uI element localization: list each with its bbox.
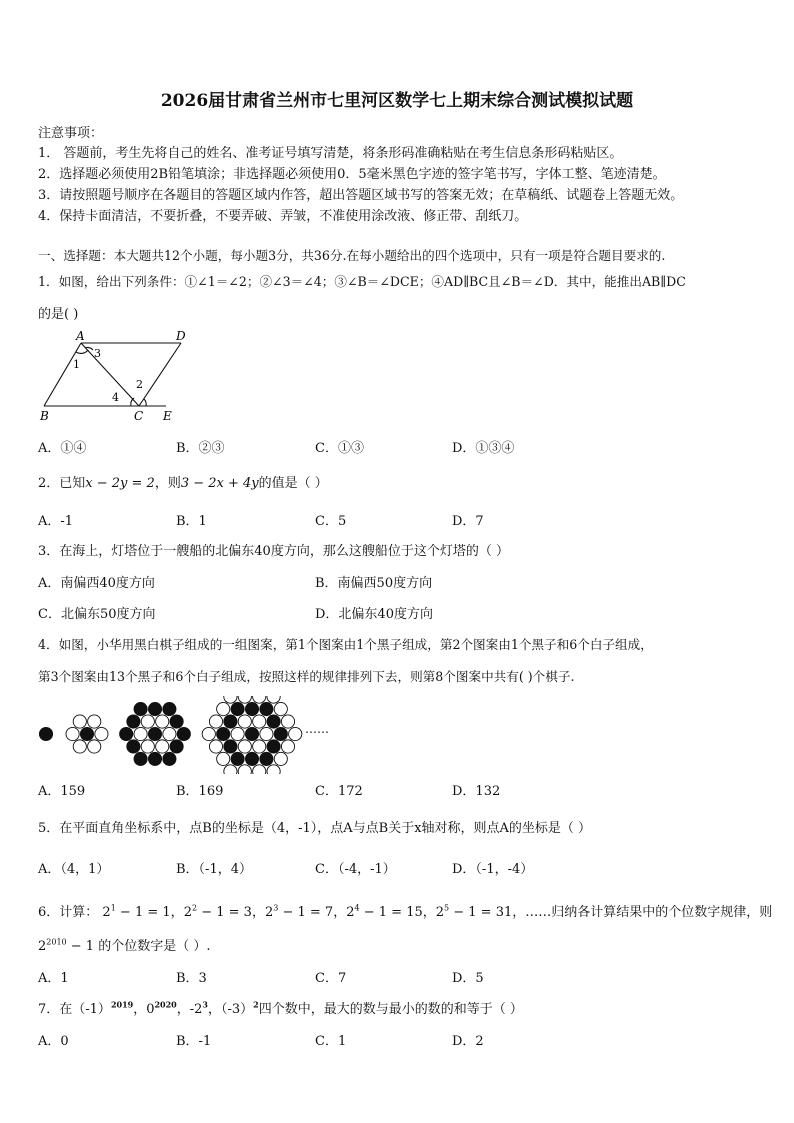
q2-expression: 3 − 2x + 4y <box>180 476 259 491</box>
q6-equation: $2^3 - 1 = 7$ <box>264 903 334 920</box>
chess-piece <box>274 702 287 715</box>
q4-option-a: A．159 <box>38 784 86 799</box>
chess-piece <box>289 727 302 740</box>
chess-piece <box>217 702 230 715</box>
q7-exponent: 2019 <box>110 999 134 1010</box>
q1-option-a: A．①④ <box>38 441 87 456</box>
q5-option-b: B．（-1，4） <box>176 862 252 877</box>
chess-piece <box>267 715 280 728</box>
chess-piece <box>231 702 244 715</box>
chess-piece <box>253 696 266 703</box>
q6-result: 31 <box>495 905 513 920</box>
q7-option-c: C．1 <box>315 1034 347 1049</box>
question-2-stem <box>38 472 328 491</box>
q6-separator: ， <box>251 905 265 920</box>
chess-piece <box>245 752 258 765</box>
chess-piece <box>217 727 230 740</box>
q2-prefix: 2．已知 <box>38 476 86 491</box>
pattern-3 <box>120 702 191 765</box>
chess-piece <box>73 740 86 753</box>
question-5-stem: 5．在平面直角坐标系中，点B的坐标是（4，-1），点A与点B关于x轴对称，则点A的坐标是（ ） <box>38 821 592 836</box>
question-4-stem: 4．如图，小华用黑白棋子组成的一组图案，第1个图案由1个黑子组成，第2个图案由1个黑子和6个白子组成， <box>38 637 653 652</box>
q7-option-b: B．-1 <box>176 1034 212 1049</box>
point-d-label: D <box>176 329 186 343</box>
chess-piece <box>163 727 176 740</box>
q7-option-d: D．2 <box>452 1034 484 1049</box>
q7-exponent: 3 <box>202 999 208 1010</box>
note-item: 4．保持卡面清洁，不要折叠，不要弄破、弄皱，不准使用涂改液、修正带、刮纸刀。 <box>38 209 528 224</box>
q7-part: ，-2 <box>176 1002 203 1017</box>
q6-equation: $2^2 - 1 = 3$ <box>183 903 252 920</box>
q7-part: 7．在（-1） <box>38 1002 111 1017</box>
chess-piece <box>260 727 273 740</box>
notes-heading: 注意事项： <box>38 126 104 141</box>
q7-option-a: A．0 <box>38 1034 69 1049</box>
pattern-1 <box>39 727 52 740</box>
q5-option-a: A．（4，1） <box>38 862 110 877</box>
q6-result: 15 <box>406 905 423 920</box>
chess-piece <box>148 727 161 740</box>
chess-piece <box>127 715 140 728</box>
chess-piece <box>224 765 237 774</box>
q6-option-c: C．7 <box>315 971 347 986</box>
question-6-stem <box>38 901 772 920</box>
section-heading: 一、选择题：本大题共12个小题，每小题3分，共36分.在每小题给出的四个选项中，只有一项是符合题目要求的. <box>38 248 666 263</box>
chess-piece <box>267 765 280 774</box>
chess-piece <box>267 740 280 753</box>
chess-piece <box>141 715 154 728</box>
chess-piece <box>274 752 287 765</box>
q6-separator: ， <box>333 905 347 920</box>
chess-piece <box>148 752 161 765</box>
q6-exponent: 1 <box>110 903 116 913</box>
chess-piece <box>238 740 251 753</box>
chess-piece <box>224 715 237 728</box>
chess-piece <box>141 740 154 753</box>
chess-piece <box>88 715 101 728</box>
chess-piece <box>224 696 237 703</box>
chess-piece <box>253 765 266 774</box>
q6-lead: 6．计算： <box>38 905 99 920</box>
chess-piece <box>95 727 108 740</box>
point-e-label: E <box>163 409 172 423</box>
chess-piece <box>224 740 237 753</box>
q3-option-d: D．北偏东40度方向 <box>315 607 433 622</box>
q2-condition: x − 2y = 2 <box>85 476 155 491</box>
q6-equation: $2^5 - 1 = 31$ <box>435 903 513 920</box>
q4-option-b: B．169 <box>176 784 224 799</box>
chess-piece <box>73 715 86 728</box>
q6-exponent: 4 <box>354 903 360 913</box>
q2-option-b: B．1 <box>176 514 207 529</box>
q1-option-d: D．①③④ <box>452 441 515 456</box>
note-item: 3．请按照题号顺序在各题目的答题区域内作答，超出答题区域书写的答案无效；在草稿纸、试题卷上答题无效。 <box>38 188 684 203</box>
angle-1-label: 1 <box>73 358 80 371</box>
point-b-label: B <box>40 409 49 423</box>
question-4-stem-cont: 第3个图案由13个黑子和6个白子组成，按照这样的规律排列下去，则第8个图案中共有( )个棋子. <box>38 669 575 684</box>
q5-option-d: D．（-1，-4） <box>452 862 534 877</box>
q1-option-c: C．①③ <box>315 441 364 456</box>
pattern-4 <box>202 696 302 774</box>
chess-piece <box>245 727 258 740</box>
angle-4-label: 4 <box>112 391 119 404</box>
note-item: 2．选择题必须使用2B铅笔填涂；非选择题必须使用0．5毫米黑色字迹的签字笔书写，字体工整、笔迹清楚。 <box>38 167 666 182</box>
pattern-2 <box>66 715 108 753</box>
q2-suffix: 的值是（ ） <box>258 476 328 491</box>
q6-exponent: 3 <box>273 903 279 913</box>
q2-mid: ，则 <box>154 476 181 491</box>
chess-piece <box>281 740 294 753</box>
note-item: 1． 答题前，考生先将自己的姓名、准考证号填写清楚，将条形码准确粘贴在考生信息条形码粘贴区。 <box>38 146 623 161</box>
chess-piece <box>163 702 176 715</box>
chess-piece <box>238 715 251 728</box>
chess-piece <box>163 752 176 765</box>
chess-piece <box>148 702 161 715</box>
q6-equation: $2^4 - 1 = 15$ <box>346 903 423 920</box>
q3-option-c: C．北偏东50度方向 <box>38 607 156 622</box>
chess-piece <box>274 727 287 740</box>
chess-piece <box>202 727 215 740</box>
q7-part: ，0 <box>133 1002 155 1017</box>
point-c-label: C <box>134 409 144 423</box>
q6-separator: ， <box>170 905 184 920</box>
q6-option-d: D．5 <box>452 971 484 986</box>
chess-piece <box>209 715 222 728</box>
parallelogram-figure <box>36 328 186 424</box>
q6-separator: ， <box>422 905 436 920</box>
chess-piece <box>170 740 183 753</box>
chess-piece <box>177 727 190 740</box>
question-1-stem: 1．如图，给出下列条件：①∠1＝∠2；②∠3＝∠4；③∠B＝∠DCE；④AD∥BC且∠B＝∠D．其中，能推出AB∥DC <box>38 274 686 289</box>
chess-piece <box>156 740 169 753</box>
chess-piece <box>39 727 52 740</box>
angle-2-label: 2 <box>136 378 143 391</box>
q3-option-b: B．南偏西50度方向 <box>315 576 433 591</box>
q6-power-exponent: 2010 <box>46 937 67 947</box>
q7-exponent: 2020 <box>154 999 177 1010</box>
chess-piece <box>134 702 147 715</box>
q5-option-c: C．（-4，-1） <box>315 862 396 877</box>
chess-piece <box>238 696 251 703</box>
chess-piece <box>217 752 230 765</box>
q6-result: 1 <box>162 905 171 920</box>
chess-piece <box>134 727 147 740</box>
q6-power-expression: $2^{2010} - 1$ <box>38 937 95 954</box>
chess-piece <box>238 765 251 774</box>
chess-piece <box>260 752 273 765</box>
q6-equations <box>102 905 512 920</box>
question-7-stem <box>38 998 523 1017</box>
q6-exponent: 2 <box>191 903 198 913</box>
chess-piece <box>281 715 294 728</box>
chess-piece <box>231 752 244 765</box>
chess-piece <box>253 715 266 728</box>
q6-tail: ，……归纳各计算结果中的个位数字规律，则 <box>512 905 773 920</box>
q6-result: 3 <box>243 905 252 920</box>
q2-option-c: C．5 <box>315 514 347 529</box>
chess-piece <box>267 696 280 703</box>
chess-piece <box>127 740 140 753</box>
chess-piece <box>170 715 183 728</box>
chess-piece <box>231 727 244 740</box>
chess-piece <box>209 740 222 753</box>
q6-suffix: 的个位数字是（ ）. <box>98 939 211 954</box>
chess-piece <box>120 727 133 740</box>
q7-part: ，（-3） <box>208 1002 254 1017</box>
q6-result: 7 <box>324 905 334 920</box>
chess-piece <box>88 740 101 753</box>
q6-option-a: A．1 <box>38 971 69 986</box>
q6-option-b: B．3 <box>176 971 207 986</box>
page-title: 2026届甘肃省兰州市七里河区数学七上期末综合测试模拟试题 <box>160 91 634 111</box>
q4-option-d: D．132 <box>452 784 501 799</box>
q3-option-a: A．南偏西40度方向 <box>38 576 155 591</box>
q2-option-d: D．7 <box>452 514 484 529</box>
point-a-label: A <box>76 329 85 343</box>
chess-piece <box>80 727 93 740</box>
chess-piece <box>253 740 266 753</box>
q4-option-c: C．172 <box>315 784 363 799</box>
pattern-ellipsis: …… <box>305 722 329 736</box>
q7-part: 四个数中，最大的数与最小的数的和等于（ ） <box>258 1002 523 1017</box>
chess-piece <box>260 702 273 715</box>
chess-piece <box>156 715 169 728</box>
q6-equation: $2^1 - 1 = 1$ <box>102 903 171 920</box>
chess-piece <box>66 727 79 740</box>
question-6-stem-cont <box>38 935 210 954</box>
chess-piece <box>245 702 258 715</box>
q2-option-a: A．-1 <box>38 514 74 529</box>
angle-3-label: 3 <box>94 347 101 360</box>
question-1-stem-cont: 的是( ) <box>38 307 79 322</box>
q7-exponent: 2 <box>253 999 259 1010</box>
chess-piece <box>134 752 147 765</box>
q6-exponent: 5 <box>444 903 450 913</box>
q1-option-b: B．②③ <box>176 441 225 456</box>
question-3-stem: 3．在海上，灯塔位于一艘船的北偏东40度方向，那么这艘船位于这个灯塔的（ ） <box>38 544 509 559</box>
